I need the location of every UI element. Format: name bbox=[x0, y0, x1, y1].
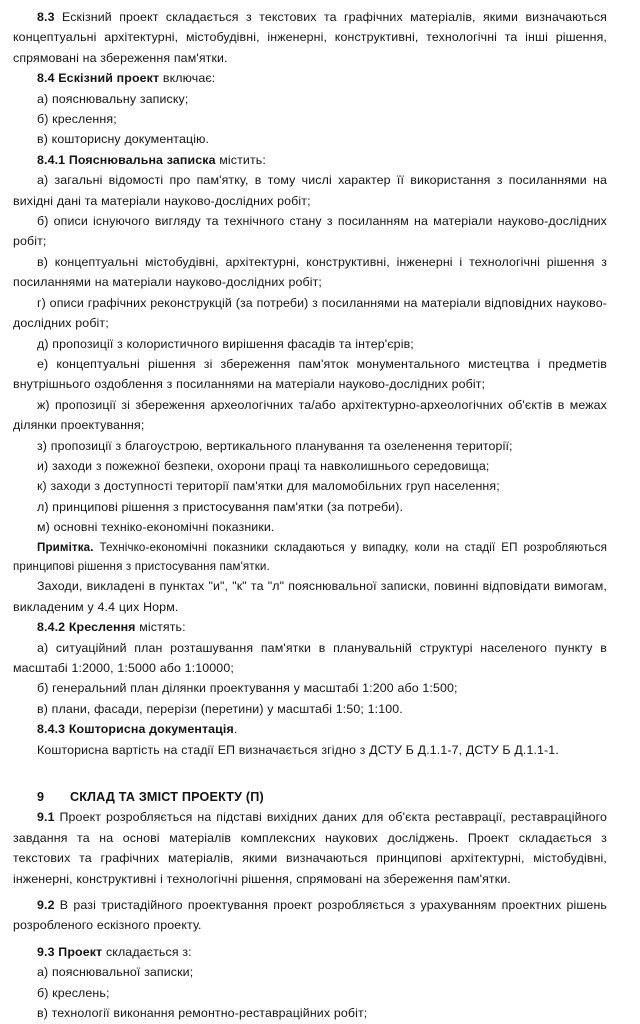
clause-lead-8-4-2: 8.4.2 Креслення bbox=[37, 620, 136, 635]
list-item-8-4-1-v: в) концептуальні містобудівні, архітектурні, конструктивні, інженерні і технологічні рішення з посиланнями на матеріали науково-дослідних робіт; bbox=[13, 254, 607, 290]
clause-number-9-2: 9.2 bbox=[37, 898, 55, 913]
paragraph-8-4-2 bbox=[13, 617, 607, 637]
list-item-9-3-v: в) технології виконання ремонтно-реставраційних робіт; bbox=[37, 1006, 368, 1021]
clause-text-9-2: В разі тристадійного проектування проект розробляється з урахуванням проектних рішень розробленого ескізного проекту. bbox=[13, 898, 607, 933]
clause-text-8-3: Ескізний проект складається з текстових та графічних матеріалів, якими визначаються концептуальні архітектурні, містобудівні, інженерні, конструктивні, технологічні та інші рішення, спрямовані на збереження пам'ятки. bbox=[13, 10, 607, 65]
paragraph-8-4-1 bbox=[13, 150, 607, 170]
paragraph-8-4-3-body: Кошторисна вартість на стадії ЕП визначається згідно з ДСТУ Б Д.1.1-7, ДСТУ Б Д.1.1-1. bbox=[37, 742, 559, 757]
list-item-8-4-v: в) кошторисну документацію. bbox=[37, 132, 210, 147]
paragraph-9-3 bbox=[13, 942, 607, 962]
list-item-8-4-1-b: б) описи існуючого вигляду та технічного стану з посиланням на матеріали науково-дослідних робіт; bbox=[13, 214, 607, 249]
paragraph-9-2 bbox=[13, 895, 607, 936]
list-item-8-4-1-zh: ж) пропозиції зі збереження археологічних та/або архітектурно-археологічних об'єктів в межах ділянки проектування; bbox=[13, 397, 607, 433]
clause-text-8-4: включає: bbox=[159, 71, 216, 86]
list-item-8-4-1-l: л) принципові рішення з пристосування пам'ятки (за потреби). bbox=[37, 499, 404, 514]
list-item-8-4-2-a: а) ситуаційний план розташування пам'ятки в планувальній структурі населеного пункту в масштабі 1:2000, 1:5000 або 1:10000; bbox=[13, 640, 607, 675]
clause-text-9-3: складається з: bbox=[102, 944, 192, 959]
paragraph-9-1 bbox=[13, 807, 607, 889]
clause-number-9-1: 9.1 bbox=[37, 810, 55, 825]
paragraph-8-3 bbox=[13, 7, 607, 68]
note-text: Технічко-економічні показники складаються у випадку, коли на стадії ЕП розробляються принципові рішення з пристосування пам'ятки. bbox=[13, 540, 607, 573]
list-item-8-4-b: б) креслення; bbox=[37, 112, 117, 127]
paragraph-measures: Заходи, викладені в пунктах "и", "к" та "л" пояснювальної записки, повинні відповідати вимогам, викладеним у 4.4 цих Норм. bbox=[13, 579, 607, 614]
list-item-8-4-1-z: з) пропозиції з благоустрою, вертикального планування та озеленення території; bbox=[37, 438, 513, 453]
section-heading-9 bbox=[13, 787, 607, 807]
section-spacer bbox=[13, 760, 607, 787]
clause-text-8-4-1: містить: bbox=[215, 152, 266, 167]
list-item-8-4-1-e: е) концептуальні рішення зі збереження пам'яток монументального мистецтва і предметів внутрішнього оздоблення з посиланнями на матеріали науково-дослідних робіт; bbox=[13, 356, 607, 392]
list-item-8-4-2-v: в) плани, фасади, перерізи (перетини) у масштабі 1:50; 1:100. bbox=[37, 701, 403, 716]
list-item-8-4-2-b: б) генеральний план ділянки проектування у масштабі 1:200 або 1:500; bbox=[37, 681, 458, 696]
clause-lead-8-4-3: 8.4.3 Кошторисна документація bbox=[37, 722, 234, 737]
clause-lead-9-3: 9.3 Проект bbox=[37, 944, 103, 959]
list-item-8-4-1-g: г) описи графічних реконструкцій (за потреби) з посиланнями на матеріали відповідних науково-дослідних робіт; bbox=[13, 295, 607, 331]
list-item-8-4-a: а) пояснювальну записку; bbox=[37, 91, 189, 106]
list-item-9-3-b: б) креслень; bbox=[37, 985, 110, 1000]
list-item-8-4-1-d: д) пропозиції з колористичного вирішення фасадів та інтер'єрів; bbox=[37, 336, 414, 351]
section-title-9: СКЛАД ТА ЗМІСТ ПРОЕКТУ (П) bbox=[70, 790, 264, 805]
clause-text-9-1: Проект розробляється на підставі вихідних даних для об'єкта реставрації, реставраційного завдання та на основі матеріалів комплексних наукових досліджень. Проект складається з текстових та графічних матеріалів, якими визначаються принципові архітектурні, містобудівні, інженерні, конструктивні і технологічні рішення, спрямовані на збереження пам'ятки. bbox=[13, 810, 607, 886]
section-number-9: 9 bbox=[37, 790, 45, 805]
clause-lead-8-4-1: 8.4.1 Пояснювальна записка bbox=[37, 152, 216, 167]
list-item-9-3-a: а) пояснювальної записки; bbox=[37, 965, 194, 980]
clause-text-8-4-3: . bbox=[233, 722, 238, 737]
clause-number-8-3: 8.3 bbox=[37, 10, 55, 24]
list-item-8-4-1-y: и) заходи з пожежної безпеки, охорони праці та навколишнього середовища; bbox=[37, 458, 490, 473]
paragraph-8-4 bbox=[13, 68, 607, 88]
list-item-8-4-1-m: м) основні техніко-економічні показники. bbox=[37, 520, 275, 535]
clause-text-8-4-2: містять: bbox=[135, 620, 186, 635]
clause-lead-8-4: 8.4 Ескізний проект bbox=[37, 71, 160, 86]
list-item-8-4-1-a: а) загальні відомості про пам'ятку, в тому числі характер її використання з посиланнями на вихідні дані та матеріали науково-дослідних робіт; bbox=[13, 173, 607, 208]
paragraph-8-4-3 bbox=[13, 719, 607, 739]
list-item-8-4-1-k: к) заходи з доступності території пам'ятки для маломобільних груп населення; bbox=[37, 479, 500, 494]
note-paragraph bbox=[13, 538, 607, 577]
note-label: Примітка. bbox=[37, 540, 94, 554]
